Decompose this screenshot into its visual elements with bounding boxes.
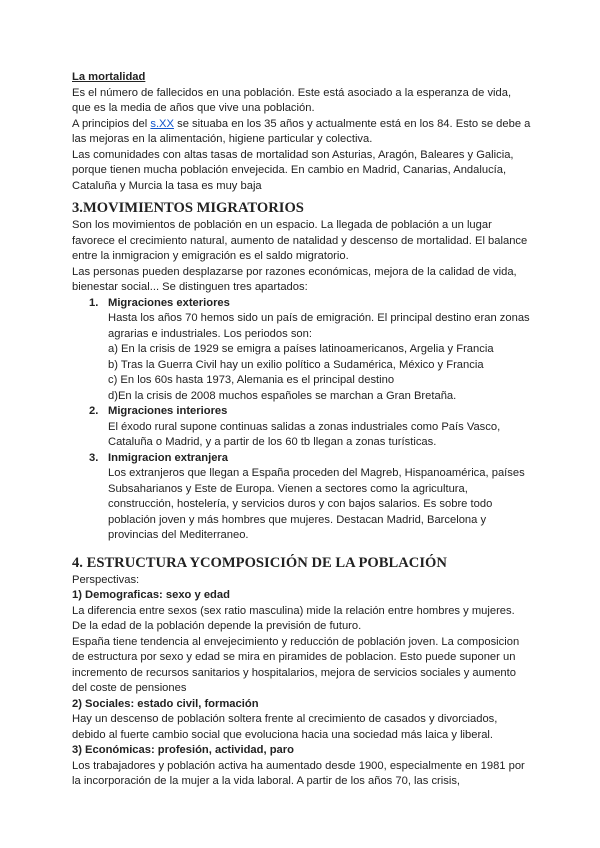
list-item-migraciones-interiores — [72, 404, 532, 451]
document-page — [72, 70, 532, 790]
list-item-line: Hasta los años 70 hemos sido un país de emigración. El principal destino eran zonas agrarias e industriales. Los periodos son: — [108, 312, 530, 340]
list-item-line: a) En la crisis de 1929 se emigra a países latinoamericanos, Argelia y Francia — [108, 343, 494, 355]
list-number: 2. — [89, 405, 99, 417]
list-item-line: Los extranjeros que llegan a España proceden del Magreb, Hispanoamérica, países Subsaharianos y Este de Europa. Vienen a sectores como la agricultura, construcción, hostelería, y servicios duros y con bajos salarios. Es sobre todo población joven y más hombres que mujeres. Destacan Madrid, Barcelona y provincias del Mediterraneo. — [108, 467, 525, 541]
paragraph: Los trabajadores y población activa ha aumentado desde 1900, especialmente en 1981 por la incorporación de la mujer a la vida laboral. A partir de los años 70, las crisis, — [72, 759, 525, 787]
list-item-title: Inmigracion extranjera — [108, 451, 228, 464]
text-span: se situaba en los 35 años y actualmente está en los 84. Esto se debe a las mejoras en la alimentación, higiene particular y colectiva. — [72, 117, 531, 145]
list-item-migraciones-exteriores — [72, 296, 532, 405]
heading-movimientos-migratorios: 3.MOVIMIENTOS MIGRATORIOS — [72, 200, 304, 216]
subheading-economicas: 3) Económicas: profesión, actividad, paro — [72, 744, 294, 756]
list-number: 3. — [89, 451, 99, 464]
list-item-title: Migraciones exteriores — [108, 296, 230, 309]
paragraph: Es el número de fallecidos en una población. Este está asociado a la esperanza de vida, que es la media de años que vive una población. — [72, 86, 512, 114]
paragraph: Las personas pueden desplazarse por razones económicas, mejora de la calidad de vida, bienestar social... Se distinguen tres apartados: — [72, 265, 517, 293]
subheading-sociales: 2) Sociales: estado civil, formación — [72, 697, 259, 710]
paragraph: España tiene tendencia al envejecimiento y reducción de población joven. La composicion de estructura por sexo y edad se mira en piramides de poblacion. Esto puede suponer un incremento de recursos sanitarios y hospitalarios, mejora de servicios sociales y aumento del coste de pensiones — [72, 635, 520, 694]
paragraph: La diferencia entre sexos (sex ratio masculina) mide la relación entre hombres y mujeres. De la edad de la población depende la previsión de futuro. — [72, 604, 515, 632]
list-item-inmigracion-extranjera — [72, 451, 532, 544]
paragraph: Son los movimientos de población en un espacio. La llegada de población a un lugar favorece el crecimiento natural, aumento de natalidad y descenso de mortalidad. El balance entre la inmigracion y emigración es el saldo migratorio. — [72, 219, 528, 262]
paragraph: Perspectivas: — [72, 573, 140, 586]
list-item-title: Migraciones interiores — [108, 405, 228, 417]
subheading-demograficas: 1) Demograficas: sexo y edad — [72, 589, 230, 601]
paragraph: Hay un descenso de población soltera frente al crecimiento de casados y divorciados, debido al fuerte cambio social que evoluciona hacia una sociedad más laica y liberal. — [72, 713, 498, 741]
list-item-line: El éxodo rural supone continuas salidas a zonas industriales como País Vasco, Cataluña o Madrid, y a partir de los 60 tb llegan a zonas turísticas. — [108, 420, 501, 448]
paragraph: Las comunidades con altas tasas de mortalidad son Asturias, Aragón, Baleares y Galicia, porque tienen mucha población envejecida. En cambio en Madrid, Canarias, Andalucía, Cataluña y Murcia la tasa es muy baja — [72, 148, 514, 192]
link-sxx[interactable]: s.XX — [150, 117, 174, 130]
list-item-line: d)En la crisis de 2008 muchos españoles se marchan a Gran Bretaña. — [108, 389, 457, 402]
list-item-line: c) En los 60s hasta 1973, Alemania es el principal destino — [108, 374, 395, 386]
paragraph — [72, 117, 532, 148]
list-item-line: b) Tras la Guerra Civil hay un exilio político a Sudamérica, México y Francia — [108, 358, 484, 371]
text-span: A principios del — [72, 117, 151, 130]
heading-estructura-composicion: 4. ESTRUCTURA YCOMPOSICIÓN DE LA POBLACIÓN — [72, 554, 447, 571]
section-title-mortalidad: La mortalidad — [72, 71, 146, 83]
list-number: 1. — [89, 296, 99, 309]
